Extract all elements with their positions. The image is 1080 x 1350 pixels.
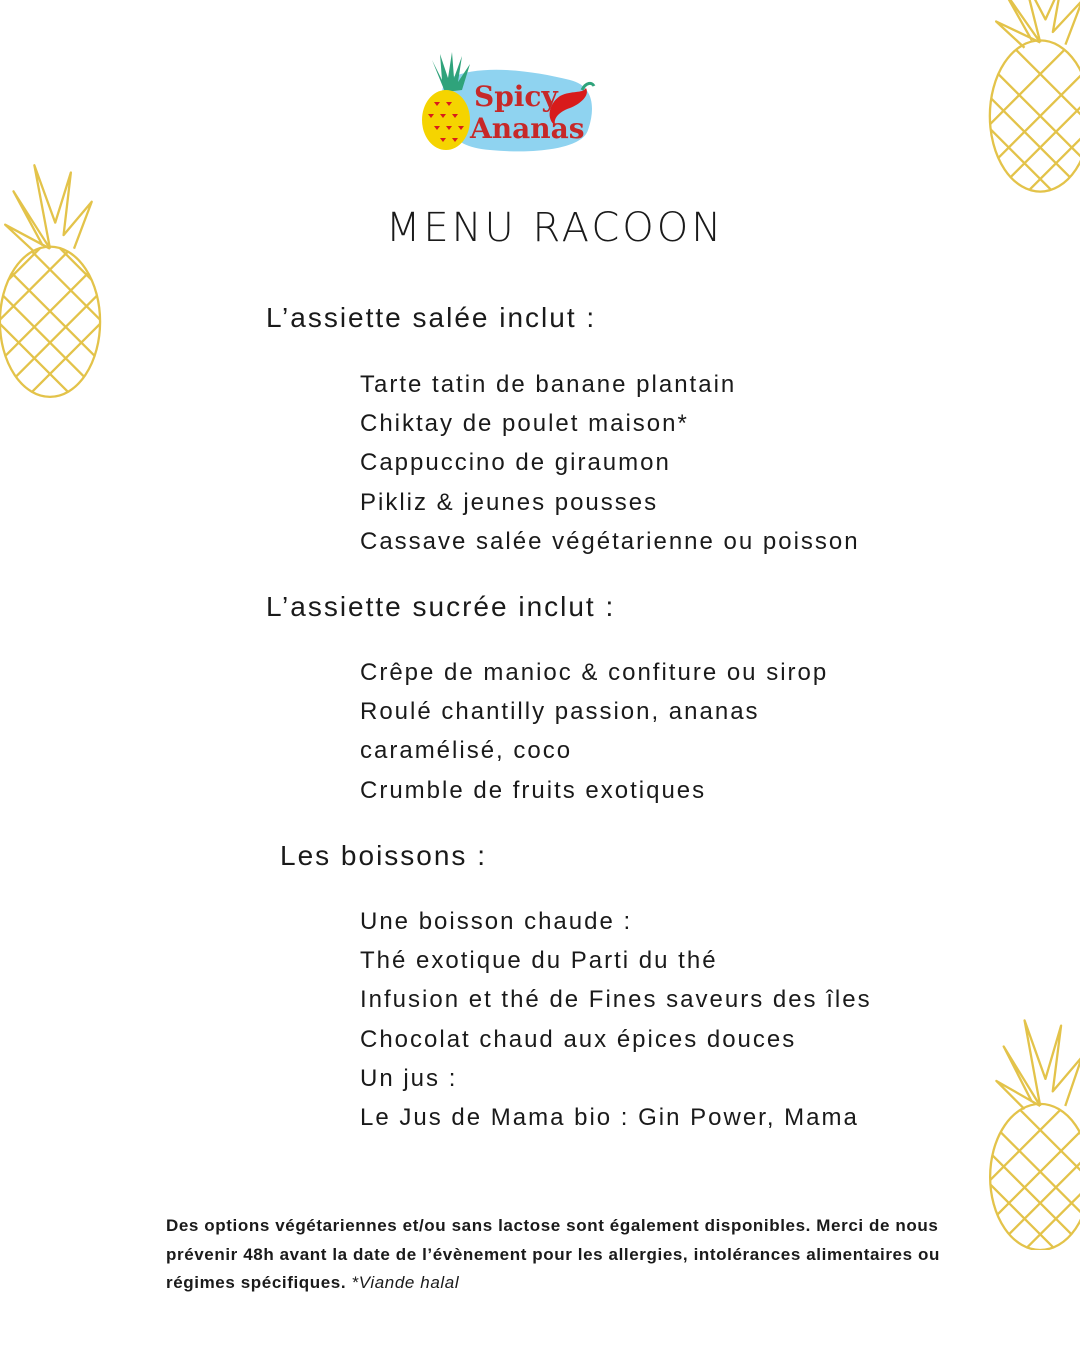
list-item: Cassave salée végétarienne ou poisson <box>360 527 860 555</box>
list-item: Cappuccino de giraumon <box>360 449 671 477</box>
list-item: Chocolat chaud aux épices douces <box>360 1025 797 1053</box>
section-heading-drinks: Les boissons : <box>280 840 487 871</box>
menu-title: MENU RACOON <box>385 205 725 251</box>
brand-logo <box>410 50 600 160</box>
savory-items-list <box>360 365 860 561</box>
list-item: Roulé chantilly passion, ananas <box>360 698 760 726</box>
footer-note-text: Des options végétariennes et/ou sans lactose sont également disponibles. Merci de nous prévenir 48h avant la date de l’évènement pour les allergies, intolérances alimentaires ou régimes spécifiques. <box>166 1216 940 1292</box>
logo-word-ananas: Ananas <box>470 112 585 145</box>
pineapple-icon <box>422 90 470 150</box>
halal-note: *Viande halal <box>351 1273 460 1292</box>
list-item: Un jus : <box>360 1064 458 1092</box>
section-heading-sweet: L’assiette sucrée inclut : <box>266 591 616 622</box>
list-item: Crumble de fruits exotiques <box>360 776 707 804</box>
sweet-items-list <box>360 653 828 810</box>
logo-word-spicy: Spicy <box>474 80 558 113</box>
list-item: Infusion et thé de Fines saveurs des îles <box>360 986 872 1014</box>
list-item: Tarte tatin de banane plantain <box>360 371 737 398</box>
list-item: Le Jus de Mama bio : Gin Power, Mama <box>360 1104 859 1132</box>
pineapple-outline-icon <box>975 0 1080 200</box>
pineapple-outline-icon <box>0 160 110 400</box>
section-heading-savory: L’assiette salée inclut : <box>266 302 597 333</box>
list-item: caramélisé, coco <box>360 737 573 765</box>
list-item: Thé exotique du Parti du thé <box>360 947 718 975</box>
list-item: Pikliz & jeunes pousses <box>360 488 659 516</box>
drinks-items-list <box>360 902 872 1137</box>
list-item: Une boisson chaude : <box>360 908 633 935</box>
list-item: Chiktay de poulet maison* <box>360 410 689 438</box>
footer-note <box>166 1212 996 1298</box>
list-item: Crêpe de manioc & confiture ou sirop <box>360 659 829 686</box>
